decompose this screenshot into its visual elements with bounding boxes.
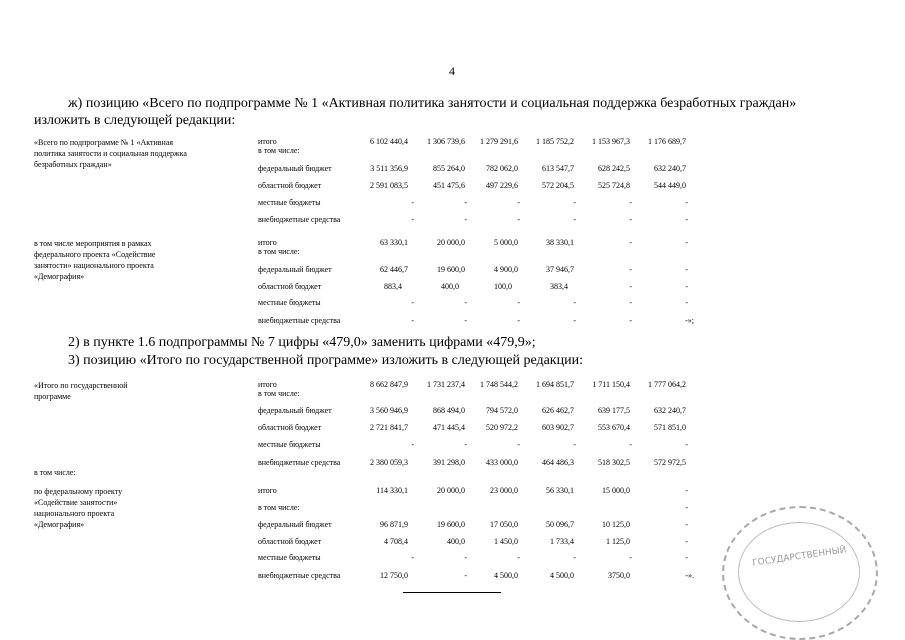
block4-obl-v2: 400,0	[447, 537, 465, 546]
block2-itogo-v3: 5 000,0	[494, 238, 518, 247]
block4-obl-v4: 1 733,4	[550, 537, 574, 546]
block2-fed-v4: 37 946,7	[546, 265, 574, 274]
block4-vtomchisle-dash: -	[685, 503, 688, 512]
block1-itogo-v1: 6 102 440,4	[370, 137, 408, 146]
end-rule	[403, 592, 501, 593]
block1-fed-v1: 3 511 356,9	[370, 164, 408, 173]
block3-mest-v6: -	[685, 440, 688, 449]
paragraph-zh-line2: изложить в следующей редакции:	[34, 113, 236, 128]
block1-mest-v4: -	[573, 198, 576, 207]
block2-label: в том числе мероприятия в рамках федерального проекта «Содействие занятости» национального проекта «Демография»	[34, 239, 156, 281]
block1-obl-v3: 497 229,6	[486, 181, 518, 190]
block3-vneb-v2: 391 298,0	[433, 458, 465, 467]
block4-itogo-v2: 20 000,0	[437, 486, 465, 495]
block3-obl-v4: 603 902,7	[542, 423, 574, 432]
block3-obl-v2: 471 445,4	[433, 423, 465, 432]
block1-obl-label: областной бюджет	[258, 181, 322, 190]
block4-fed-v6: -	[685, 520, 688, 529]
block3-mest-label: местные бюджеты	[258, 440, 321, 449]
block1-itogo-v5: 1 153 967,3	[592, 137, 630, 146]
block3-vneb-v6: 572 972,5	[654, 458, 686, 467]
block2-fed-v5: -	[629, 265, 632, 274]
block2-itogo-v2: 20 000,0	[437, 238, 465, 247]
block2-obl-label: областной бюджет	[258, 282, 322, 291]
paragraph-2: 2) в пункте 1.6 подпрограммы № 7 цифры «479,0» заменить цифрами «479,9»;	[68, 335, 536, 350]
block2-obl-v1: 883,4	[384, 282, 402, 291]
page-number: 4	[449, 64, 455, 78]
block1-itogo-v6: 1 176 689,7	[648, 137, 686, 146]
block2-itogo-v6: -	[685, 238, 688, 247]
block3-fed-v1: 3 560 946,9	[370, 406, 408, 415]
block4-fed-label: федеральный бюджет	[258, 520, 332, 529]
block2-itogo-label: итого	[258, 238, 277, 247]
block1-label: «Всего по подпрограмме № 1 «Активная политика занятости и социальная поддержка безработных граждан»	[34, 138, 187, 169]
block4-mest-v3: -	[517, 553, 520, 562]
block1-vneb-label: внебюджетные средства	[258, 215, 341, 224]
block4-mest-v4: -	[573, 553, 576, 562]
block1-mest-v5: -	[629, 198, 632, 207]
block4-mest-v5: -	[629, 553, 632, 562]
block2-vneb-v5: -	[629, 316, 632, 325]
block2-fed-v1: 62 446,7	[380, 265, 408, 274]
block4-fed-v4: 50 096,7	[546, 520, 574, 529]
stamp-inner-ring	[738, 522, 860, 622]
block2-mest-v3: -	[517, 298, 520, 307]
block4-vneb-v2: -	[464, 571, 467, 580]
block3-fed-v6: 632 240,7	[654, 406, 686, 415]
block4-vtomchisle: в том числе:	[258, 503, 300, 512]
block1-vneb-v6: -	[685, 215, 688, 224]
block1-itogo-v3: 1 279 291,6	[480, 137, 518, 146]
block4-label: по федеральному проекту «Содействие занятости» национального проекта «Демография»	[34, 487, 123, 529]
block4-obl-v3: 1 450,0	[494, 537, 518, 546]
block3-mest-v5: -	[629, 440, 632, 449]
block3-itogo-v6: 1 777 064,2	[648, 380, 686, 389]
block3-itogo-v3: 1 748 544,2	[480, 380, 518, 389]
block3-fed-v5: 639 177,5	[598, 406, 630, 415]
paragraph-3: 3) позицию «Итого по государственной программе» изложить в следующей редакции:	[68, 353, 583, 368]
block2-obl-v2: 400,0	[441, 282, 459, 291]
block4-mest-label: местные бюджеты	[258, 553, 321, 562]
block1-itogo-v2: 1 306 739,6	[427, 137, 465, 146]
block3-obl-v6: 571 851,0	[654, 423, 686, 432]
block3-fed-v4: 626 462,7	[542, 406, 574, 415]
block4-itogo-v6: -	[685, 486, 688, 495]
block3-vneb-v3: 433 000,0	[486, 458, 518, 467]
block3-obl-label: областной бюджет	[258, 423, 322, 432]
block2-mest-v2: -	[464, 298, 467, 307]
block2-mest-v1: -	[411, 298, 414, 307]
block3-itogo-v1: 8 662 847,9	[370, 380, 408, 389]
block4-mest-v2: -	[464, 553, 467, 562]
block1-obl-v2: 451 475,6	[433, 181, 465, 190]
block2-fed-label: федеральный бюджет	[258, 265, 332, 274]
block4-fed-v2: 19 600,0	[437, 520, 465, 529]
block4-obl-v1: 4 708,4	[384, 537, 408, 546]
block2-vneb-v6: -»;	[685, 316, 694, 325]
block1-itogo-label: итого	[258, 137, 277, 146]
block4-itogo-v4: 56 330,1	[546, 486, 574, 495]
block4-obl-v5: 1 125,0	[606, 537, 630, 546]
block1-vneb-v4: -	[573, 215, 576, 224]
block1-itogo-v4: 1 185 752,2	[536, 137, 574, 146]
block1-mest-label: местные бюджеты	[258, 198, 321, 207]
block4-fed-v1: 96 871,9	[380, 520, 408, 529]
block3-fed-v2: 868 494,0	[433, 406, 465, 415]
block2-mest-v6: -	[685, 298, 688, 307]
block2-itogo-v1: 63 330,1	[380, 238, 408, 247]
block1-fed-v2: 855 264,0	[433, 164, 465, 173]
block1-fed-v3: 782 062,0	[486, 164, 518, 173]
block1-vneb-v3: -	[517, 215, 520, 224]
block2-fed-v2: 19 600,0	[437, 265, 465, 274]
block4-obl-label: областной бюджет	[258, 537, 322, 546]
block4-mest-v1: -	[411, 553, 414, 562]
block1-fed-v4: 613 547,7	[542, 164, 574, 173]
block1-obl-v5: 525 724,8	[598, 181, 630, 190]
block3-subheading: в том числе:	[34, 468, 76, 477]
block3-mest-v3: -	[517, 440, 520, 449]
block1-mest-v2: -	[464, 198, 467, 207]
block3-vneb-v4: 464 486,3	[542, 458, 574, 467]
block4-vneb-v4: 4 500,0	[550, 571, 574, 580]
block2-obl-v5: -	[629, 282, 632, 291]
block2-vtomchisle: в том числе:	[258, 247, 300, 256]
block3-label: «Итого по государственной программе	[34, 381, 128, 401]
block4-itogo-v3: 23 000,0	[490, 486, 518, 495]
block3-mest-v4: -	[573, 440, 576, 449]
block3-fed-v3: 794 572,0	[486, 406, 518, 415]
block1-obl-v4: 572 204,5	[542, 181, 574, 190]
block3-obl-v3: 520 972,2	[486, 423, 518, 432]
block1-obl-v1: 2 591 083,5	[370, 181, 408, 190]
block2-obl-v3: 100,0	[494, 282, 512, 291]
block2-mest-v4: -	[573, 298, 576, 307]
block2-vneb-v2: -	[464, 316, 467, 325]
block2-obl-v4: 383,4	[550, 282, 568, 291]
block4-fed-v5: 10 125,0	[602, 520, 630, 529]
block1-fed-v6: 632 240,7	[654, 164, 686, 173]
block1-vneb-v2: -	[464, 215, 467, 224]
block1-mest-v3: -	[517, 198, 520, 207]
paragraph-zh-line1: ж) позицию «Всего по подпрограмме № 1 «Активная политика занятости и социальная поддержка безработных граждан»	[68, 96, 797, 111]
block1-fed-label: федеральный бюджет	[258, 164, 332, 173]
block4-obl-v6: -	[685, 537, 688, 546]
stamp-text: ГОСУДАРСТВЕННЫЙ	[751, 545, 848, 569]
block3-mest-v1: -	[411, 440, 414, 449]
block3-obl-v1: 2 721 841,7	[370, 423, 408, 432]
block1-fed-v5: 628 242,5	[598, 164, 630, 173]
block1-mest-v1: -	[411, 198, 414, 207]
block3-vneb-v5: 518 302,5	[598, 458, 630, 467]
block3-itogo-label: итого	[258, 380, 277, 389]
block2-vneb-label: внебюджетные средства	[258, 316, 341, 325]
block1-vneb-v5: -	[629, 215, 632, 224]
block2-itogo-v4: 38 330,1	[546, 238, 574, 247]
block3-fed-label: федеральный бюджет	[258, 406, 332, 415]
block2-fed-v6: -	[685, 265, 688, 274]
block2-itogo-v5: -	[629, 238, 632, 247]
block3-itogo-v5: 1 711 150,4	[592, 380, 630, 389]
block3-vneb-v1: 2 380 059,3	[370, 458, 408, 467]
block4-itogo-v1: 114 330,1	[376, 486, 408, 495]
block4-vneb-v5: 3750,0	[608, 571, 630, 580]
block2-vneb-v4: -	[573, 316, 576, 325]
block4-mest-v6: -	[685, 553, 688, 562]
block4-vneb-v1: 12 750,0	[380, 571, 408, 580]
block1-vneb-v1: -	[411, 215, 414, 224]
block2-fed-v3: 4 900,0	[494, 265, 518, 274]
official-stamp	[722, 506, 878, 640]
block2-mest-v5: -	[629, 298, 632, 307]
block1-obl-v6: 544 449,0	[654, 181, 686, 190]
block3-vneb-label: внебюджетные средства	[258, 458, 341, 467]
block3-itogo-v2: 1 731 237,4	[427, 380, 465, 389]
block3-obl-v5: 553 670,4	[598, 423, 630, 432]
block4-fed-v3: 17 050,0	[490, 520, 518, 529]
block2-obl-v6: -	[685, 282, 688, 291]
block4-vneb-label: внебюджетные средства	[258, 571, 341, 580]
block3-vtomchisle: в том числе:	[258, 389, 300, 398]
block3-itogo-v4: 1 694 851,7	[536, 380, 574, 389]
block4-vneb-v6: -».	[685, 571, 694, 580]
block2-mest-label: местные бюджеты	[258, 298, 321, 307]
block2-vneb-v1: -	[411, 316, 414, 325]
block4-vneb-v3: 4 500,0	[494, 571, 518, 580]
block1-vtomchisle: в том числе:	[258, 146, 300, 155]
block4-itogo-v5: 15 000,0	[602, 486, 630, 495]
block2-vneb-v3: -	[517, 316, 520, 325]
block4-itogo-label: итого	[258, 486, 277, 495]
block1-mest-v6: -	[685, 198, 688, 207]
block3-mest-v2: -	[464, 440, 467, 449]
